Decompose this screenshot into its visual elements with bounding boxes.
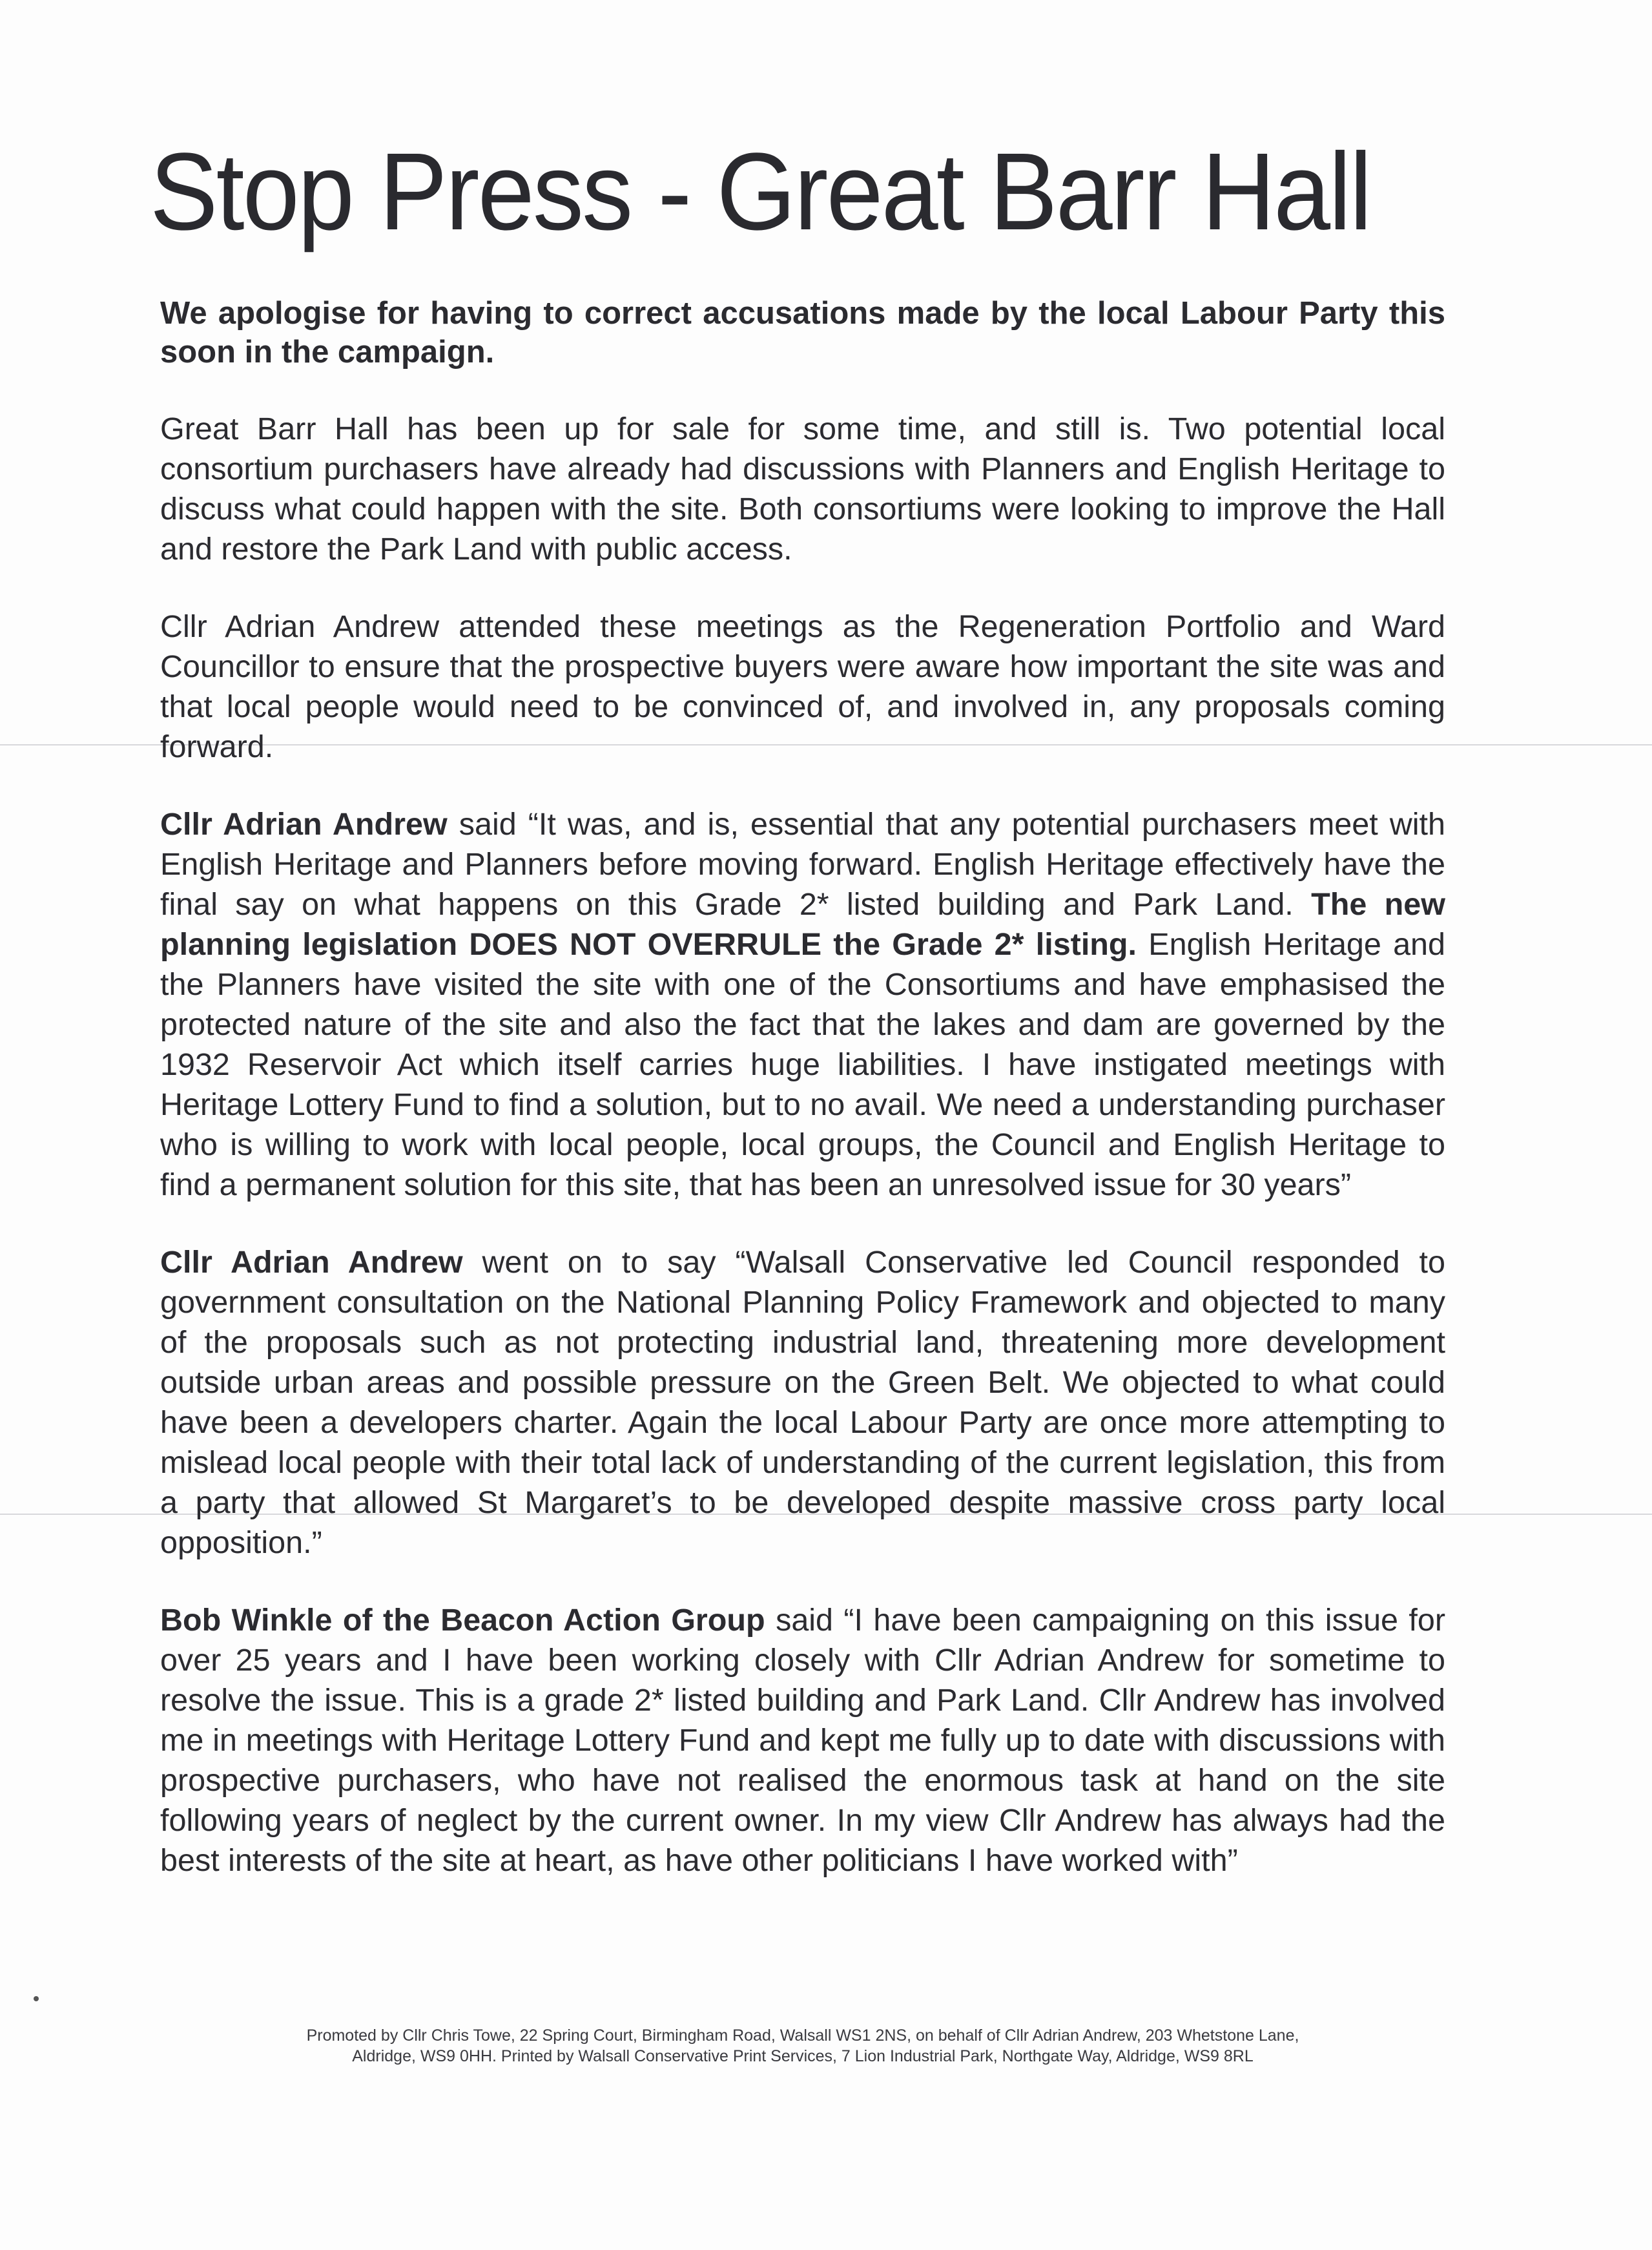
page-title: Stop Press - Great Barr Hall (150, 130, 1370, 253)
scan-speck (34, 1996, 39, 2001)
article-body (160, 294, 1445, 1918)
paragraph-meetings: Cllr Adrian Andrew attended these meetings as the Regeneration Portfolio and Ward Councillor to ensure that the prospective buyers were aware how important the site was and that local people would need to be convinced of, and involved in, any proposals coming forward. (160, 609, 1445, 764)
speaker-name: Cllr Adrian Andrew (160, 807, 448, 842)
paragraph-quote-winkle (160, 1600, 1445, 1880)
imprint-line-1: Promoted by Cllr Chris Towe, 22 Spring Court, Birmingham Road, Walsall WS1 2NS, on behalf of Cllr Adrian Andrew, 203 Whetstone Lane, (306, 2026, 1299, 2045)
quote-text: went on to say “Walsall Conservative led Council responded to government consultation on the National Planning Policy Framework and objected to many of the proposals such as not protecting industrial land, threatening more development outside urban areas and possible pressure on the Green Belt. We objected to what could have been a developers charter. Again the local Labour Party are once more attempting to mislead local people with their total lack of understanding of the current legislation, this from a party that allowed St Margaret’s to be developed despite massive cross party local opposition.” (160, 1245, 1445, 1560)
quote-emphasis: The new planning legislation DOES NOT OVERRULE the Grade 2* listing. (160, 887, 1445, 962)
quote-text: said “I have been campaigning on this issue for over 25 years and I have been working closely with Cllr Adrian Andrew for sometime to resolve the issue. This is a grade 2* listed building and Park Land. Cllr Andrew has involved me in meetings with Heritage Lottery Fund and kept me fully up to date with discussions with prospective purchasers, who have not realised the enormous task at hand on the site following years of neglect by the current owner. In my view Cllr Andrew has always had the best interests of the site at heart, as have other politicians I have worked with” (160, 1603, 1445, 1878)
quote-lead: said “It was, and is, essential that any potential purchasers meet with English Heritage and Planners before moving forward. English Heritage effectively have the final say on what happens on this Grade 2* listed building and Park Land. (160, 807, 1445, 922)
imprint-footer (160, 2025, 1445, 2067)
paragraph-quote-andrew-1 (160, 804, 1445, 1205)
imprint-line-2: Aldridge, WS9 0HH. Printed by Walsall Conservative Print Services, 7 Lion Industrial Park, Northgate Way, Aldridge, WS9 8RL (352, 2047, 1254, 2065)
speaker-name: Cllr Adrian Andrew (160, 1245, 463, 1280)
intro-statement: We apologise for having to correct accusations made by the local Labour Party this soon in the campaign. (160, 296, 1445, 370)
speaker-name: Bob Winkle of the Beacon Action Group (160, 1603, 765, 1638)
paragraph-quote-andrew-2 (160, 1242, 1445, 1563)
paragraph-sale-status: Great Barr Hall has been up for sale for some time, and still is. Two potential local consortium purchasers have already had discussions with Planners and English Heritage to discuss what could happen with the site. Both consortiums were looking to improve the Hall and restore the Park Land with public access. (160, 411, 1445, 567)
quote-rest: English Heritage and the Planners have visited the site with one of the Consortiums and have emphasised the protected nature of the site and also the fact that the lakes and dam are governed by the 1932 Reservoir Act which itself carries huge liabilities. I have instigated meetings with Heritage Lottery Fund to find a solution, but to no avail. We need a understanding purchaser who is willing to work with local people, local groups, the Council and English Heritage to find a permanent solution for this site, that has been an unresolved issue for 30 years” (160, 927, 1446, 1202)
